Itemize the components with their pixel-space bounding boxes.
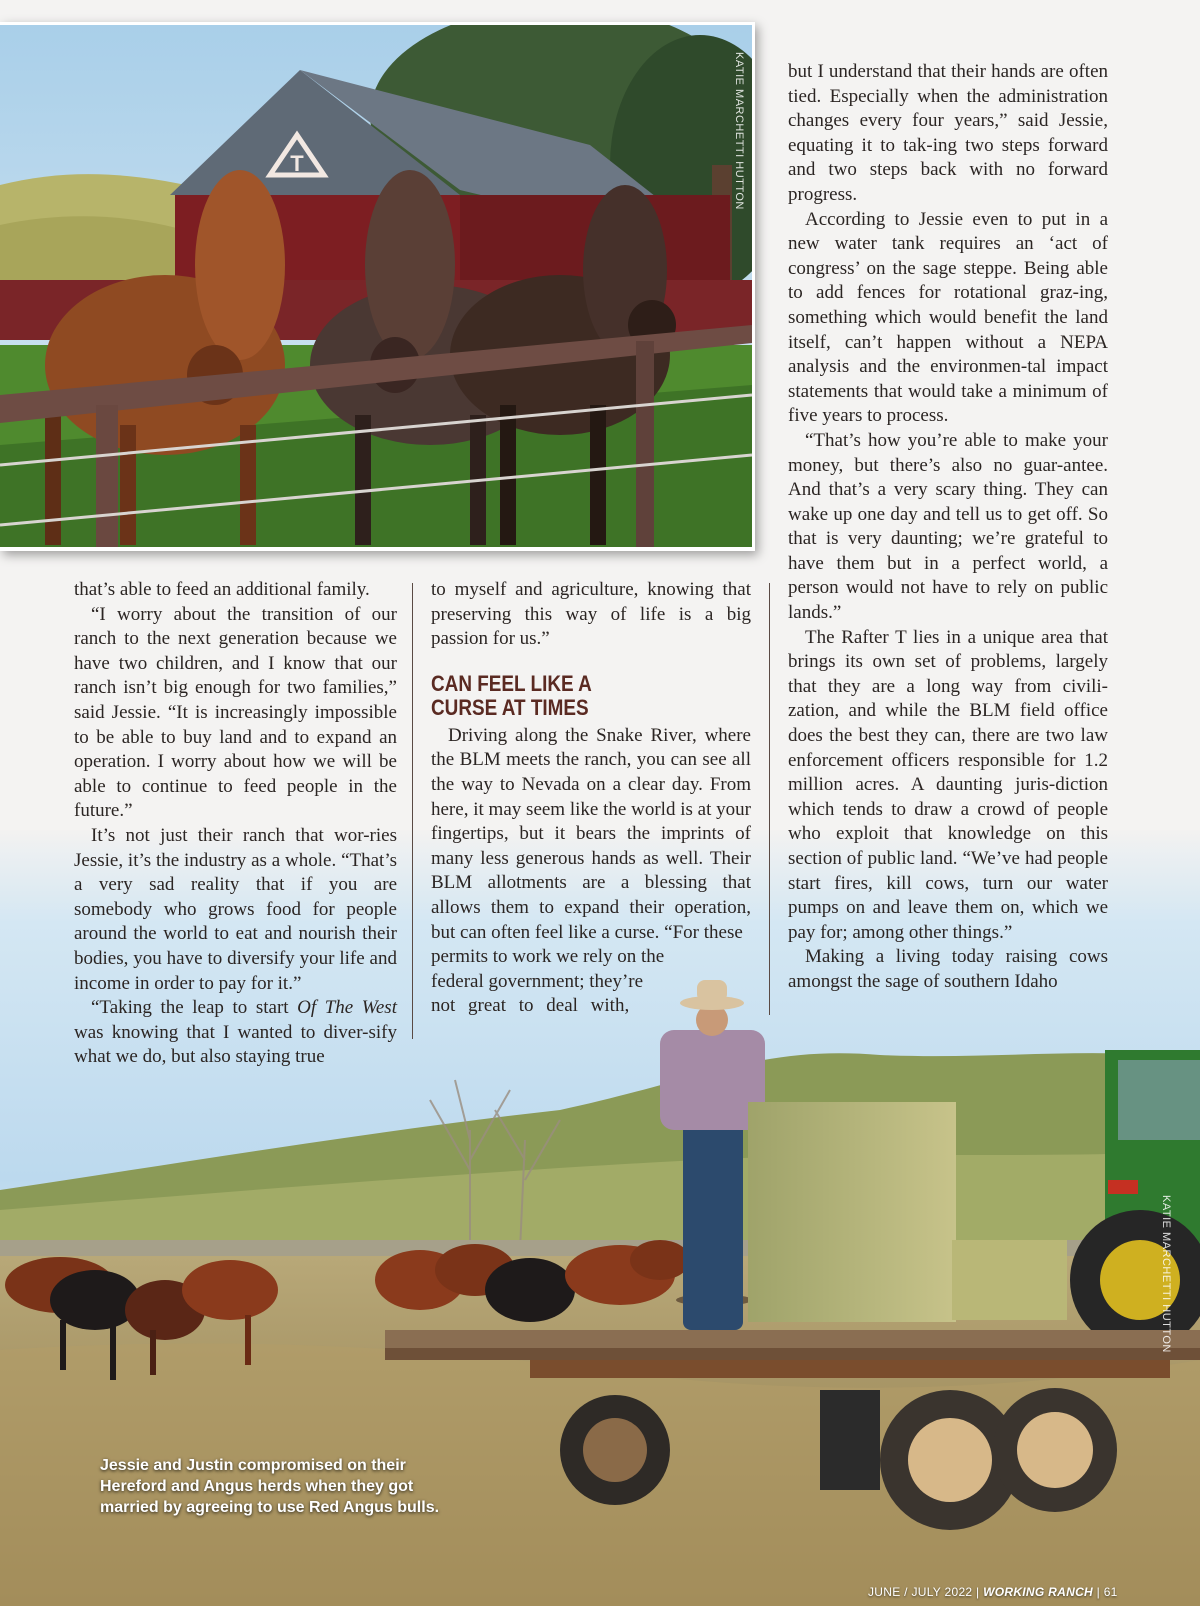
paragraph: “I worry about the transition of our ranch to the next generation because we have two children, and I know that our ranch isn’t big enough for two families,” said Jessie. “It is increasingly impossible to be able to buy land and to expand an operation. I worry about how we will be able to continue to feed people in the future.” bbox=[74, 603, 397, 822]
paragraph bbox=[74, 996, 397, 1070]
photo-caption: Jessie and Justin compromised on their Hereford and Angus herds when they got married by agreeing to use Red Angus bulls. bbox=[100, 1457, 440, 1516]
paragraph: Making a living today raising cows amongst the sage of southern Idaho bbox=[788, 946, 1108, 992]
footer-separator: | bbox=[1096, 1585, 1101, 1599]
publication-title: Of The West bbox=[297, 997, 397, 1019]
paragraph: to myself and agriculture, knowing that preserving this way of life is a big passion for us.” bbox=[431, 579, 751, 650]
paragraph: According to Jessie even to put in a new water tank requires an ‘act of congress’ on the sage steppe. Being able to add fences for rotational graz-ing, something which would benefit the land itself, can’t happen without a NEPA analysis and the environmen-tal impact statements that would take a minimum of five years to process. bbox=[788, 208, 1108, 427]
subhead-line: CAN FEEL LIKE A bbox=[431, 670, 592, 696]
photo-credit: KATIE MARCHETTI HUTTON bbox=[1160, 1195, 1172, 1353]
issue-date: JUNE / JULY 2022 bbox=[868, 1585, 973, 1599]
paragraph: The Rafter T lies in a unique area that brings its own set of problems, largely that they are a long way from civili-zation, and while the BLM field office does the best they can, there are two law enforcement officers responsible for 1.2 million acres. A daunting juris-diction which tends to draw a crowd of people who exploit that knowledge on this section of public land. “We’ve had people start fires, kill cows, turn our water pumps on and leave them on, which we pay for; among other things.” bbox=[788, 626, 1108, 943]
article-column-3 bbox=[788, 60, 1108, 995]
footer-separator: | bbox=[976, 1585, 980, 1599]
subhead-line: CURSE AT TIMES bbox=[431, 694, 589, 720]
column-divider bbox=[769, 583, 770, 1015]
column-divider bbox=[412, 583, 413, 1039]
text-line: federal government; they’re bbox=[431, 970, 644, 992]
paragraph: that’s able to feed an additional family. bbox=[74, 579, 370, 600]
page-footer bbox=[868, 1585, 1118, 1599]
paragraph: It’s not just their ranch that wor-ries Jessie, it’s the industry as a whole. “That’s a very sad reality that if you are somebody who grows food for people around the world to eat and nourish their bodies, you have to diversify your life and income in order to pay for it.” bbox=[74, 824, 397, 994]
text-line: not great to deal with, bbox=[431, 995, 630, 1017]
section-subhead bbox=[431, 672, 758, 720]
page-number: 61 bbox=[1103, 1585, 1118, 1599]
text-line: permits to work we rely on the bbox=[431, 946, 665, 968]
text-run: was knowing that I wanted to diver-sify what we do, but also staying true bbox=[74, 1021, 397, 1068]
paragraph: “That’s how you’re able to make your money, but there’s also no guar-antee. And that’s a very scary thing. They can wake up one day and tell us to get off. So that is very daunting; we’re grateful to have them but in a perfect world, a person would not have to rely on public lands.” bbox=[788, 429, 1108, 624]
publication-name: WORKING RANCH bbox=[983, 1585, 1093, 1599]
svg-text:T: T bbox=[290, 151, 304, 176]
article-column-2 bbox=[431, 578, 751, 1019]
horses-photo bbox=[0, 22, 755, 551]
paragraph: but I understand that their hands are often tied. Especially when the administration changes every four years,” said Jessie, equating it to tak-ing two steps forward and two steps back with no forward progress. bbox=[788, 61, 1108, 205]
text-run: “Taking the leap to start bbox=[91, 997, 298, 1019]
photo-credit: KATIE MARCHETTI HUTTON bbox=[733, 52, 745, 210]
article-column-1 bbox=[74, 578, 397, 1070]
paragraph: Driving along the Snake River, where the BLM meets the ranch, you can see all the way to Nevada on a clear day. From here, it may seem like the world is at your fingertips, but it bears the imprints of many less generous hands as well. Their BLM allotments are a blessing that allows them to expand their operation, but can often feel like a curse. “For these bbox=[431, 724, 751, 943]
